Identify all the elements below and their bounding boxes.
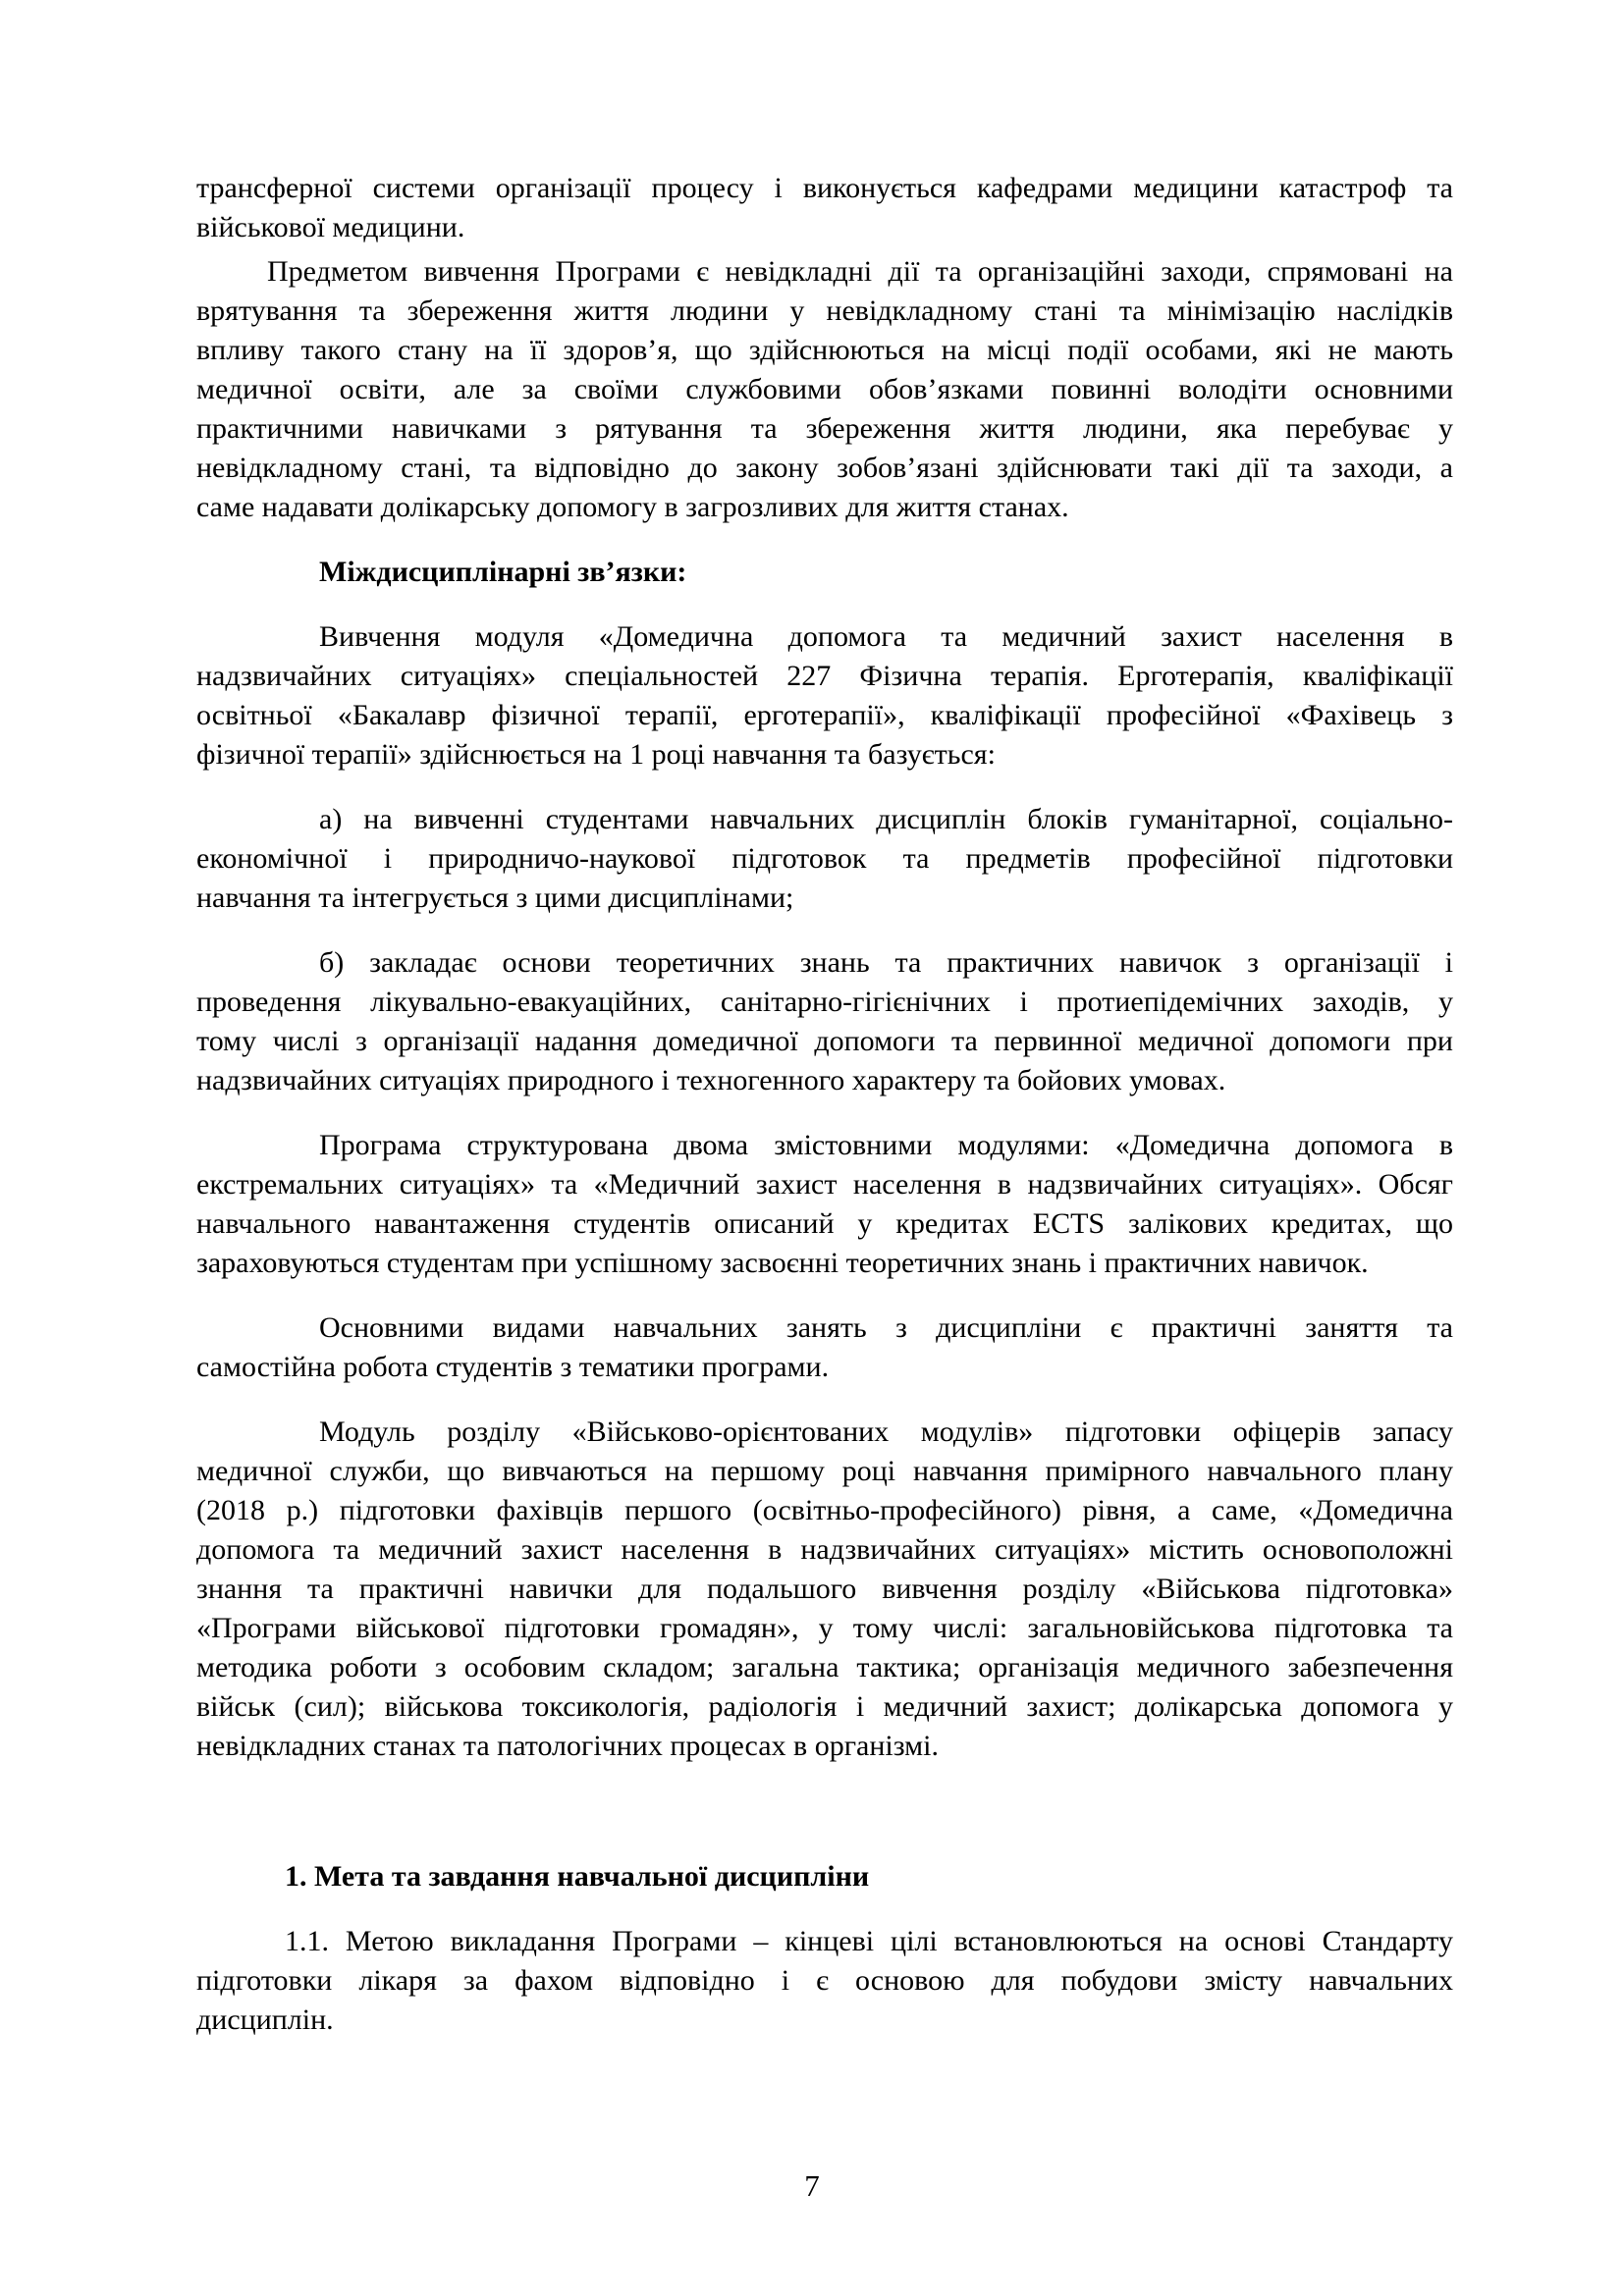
text-line: (2018 р.) підготовки фахівців першого (освітньо-професійного) рівня, а саме, «Домедична: [196, 1494, 1453, 1526]
text-line: Вивчення модуля «Домедична допомога та медичний захист населення в: [319, 620, 1453, 653]
text-line: «Програми військової підготовки громадян», у тому числі: загальновійськова підготовка та: [196, 1612, 1453, 1644]
paragraph-item-b: [196, 943, 1453, 1100]
text-line: врятування та збереження життя людини у невідкладному стані та мінімізацію наслідків: [196, 294, 1453, 327]
text-line: 1.1. Метою викладання Програми – кінцеві цілі встановлюються на основі Стандарту: [285, 1925, 1453, 1957]
text-line: військ (сил); військова токсикологія, радіологія і медичний захист; долікарська допомога у: [196, 1690, 1453, 1723]
page-number: 7: [804, 2168, 820, 2203]
text-line: Програма структурована двома змістовними модулями: «Домедична допомога в: [319, 1129, 1453, 1161]
text-line: військової медицини.: [196, 211, 465, 243]
text-line: а) на вивченні студентами навчальних дисциплін блоків гуманітарної, соціально-: [319, 803, 1453, 835]
text-line: невідкладному стані, та відповідно до закону зобов’язані здійснювати такі дії та заходи, а: [196, 452, 1453, 484]
text-line: Основними видами навчальних занять з дисципліни є практичні заняття та: [319, 1311, 1453, 1344]
text-line: підготовки лікаря за фахом відповідно і є основою для побудови змісту навчальних: [196, 1964, 1453, 1997]
paragraph-item-a: [196, 800, 1453, 918]
text-line: знання та практичні навички для подальшого вивчення розділу «Військова підготовка»: [196, 1573, 1453, 1605]
text-line: екстремальних ситуаціях» та «Медичний захист населення в надзвичайних ситуаціях». Обсяг: [196, 1168, 1453, 1201]
page-footer: [0, 2166, 1624, 2206]
paragraph-program-structure: [196, 1126, 1453, 1283]
text-line: зараховуються студентам при успішному засвоєнні теоретичних знань і практичних навичок.: [196, 1247, 1369, 1279]
text-line: дисциплін.: [196, 2003, 334, 2036]
text-line: Модуль розділу «Військово-орієнтованих модулів» підготовки офіцерів запасу: [319, 1415, 1453, 1448]
text-line: допомога та медичний захист населення в надзвичайних ситуаціях» містить основоположні: [196, 1533, 1453, 1566]
paragraph-class-types: [196, 1308, 1453, 1387]
heading-section-1-goal: [196, 1857, 1453, 1896]
document-body: [196, 169, 1453, 2040]
text-line: надзвичайних ситуаціях природного і техногенного характеру та бойових умовах.: [196, 1064, 1226, 1096]
text-line: трансферної системи організації процесу і виконується кафедрами медицини катастроф та: [196, 172, 1453, 204]
text-line: навчального навантаження студентів описаний у кредитах ECTS залікових кредитах, що: [196, 1207, 1453, 1240]
text-line: невідкладних станах та патологічних процесах в організмі.: [196, 1730, 939, 1762]
heading-interdisciplinary: [196, 553, 1453, 592]
text-line: 1. Мета та завдання навчальної дисципліни: [285, 1860, 870, 1893]
text-line: методика роботи з особовим складом; загальна тактика; організація медичного забезпечення: [196, 1651, 1453, 1683]
paragraph-1-1-goal: [196, 1922, 1453, 2040]
text-line: освітньої «Бакалавр фізичної терапії, ерготерапії», кваліфікації професійної «Фахівець з: [196, 699, 1453, 731]
text-line: саме надавати долікарську допомогу в загрозливих для життя станах.: [196, 491, 1069, 523]
paragraph-subject: [196, 252, 1453, 527]
text-line: надзвичайних ситуаціях» спеціальностей 227 Фізична терапія. Ерготерапія, кваліфікації: [196, 660, 1453, 692]
text-line: практичними навичками з рятування та збереження життя людини, яка перебуває у: [196, 412, 1453, 445]
text-line: б) закладає основи теоретичних знань та практичних навичок з організації і: [319, 946, 1453, 979]
paragraph-military-module: [196, 1413, 1453, 1766]
text-line: проведення лікувально-евакуаційних, санітарно-гігієнічних і протиепідемічних заходів, у: [196, 986, 1453, 1018]
text-line: тому числі з організації надання домедичної допомоги та первинної медичної допомоги при: [196, 1025, 1453, 1057]
text-line: економічної і природничо-наукової підготовок та предметів професійної підготовки: [196, 842, 1453, 875]
paragraph-continuation: [196, 169, 1453, 247]
text-line: медичної освіти, але за своїми службовими обов’язками повинні володіти основними: [196, 373, 1453, 405]
text-line: Міждисциплінарні зв’язки:: [319, 556, 687, 588]
text-line: навчання та інтегрується з цими дисциплінами;: [196, 881, 794, 914]
text-line: самостійна робота студентів з тематики програми.: [196, 1351, 830, 1383]
text-line: впливу такого стану на її здоров’я, що здійснюються на місці події особами, які не мають: [196, 334, 1453, 366]
text-line: фізичної терапії» здійснюється на 1 році навчання та базується:: [196, 738, 996, 771]
paragraph-module-study: [196, 617, 1453, 774]
text-line: медичної служби, що вивчаються на першому році навчання примірного навчального плану: [196, 1455, 1453, 1487]
text-line: Предметом вивчення Програми є невідкладні дії та організаційні заходи, спрямовані на: [267, 255, 1453, 288]
